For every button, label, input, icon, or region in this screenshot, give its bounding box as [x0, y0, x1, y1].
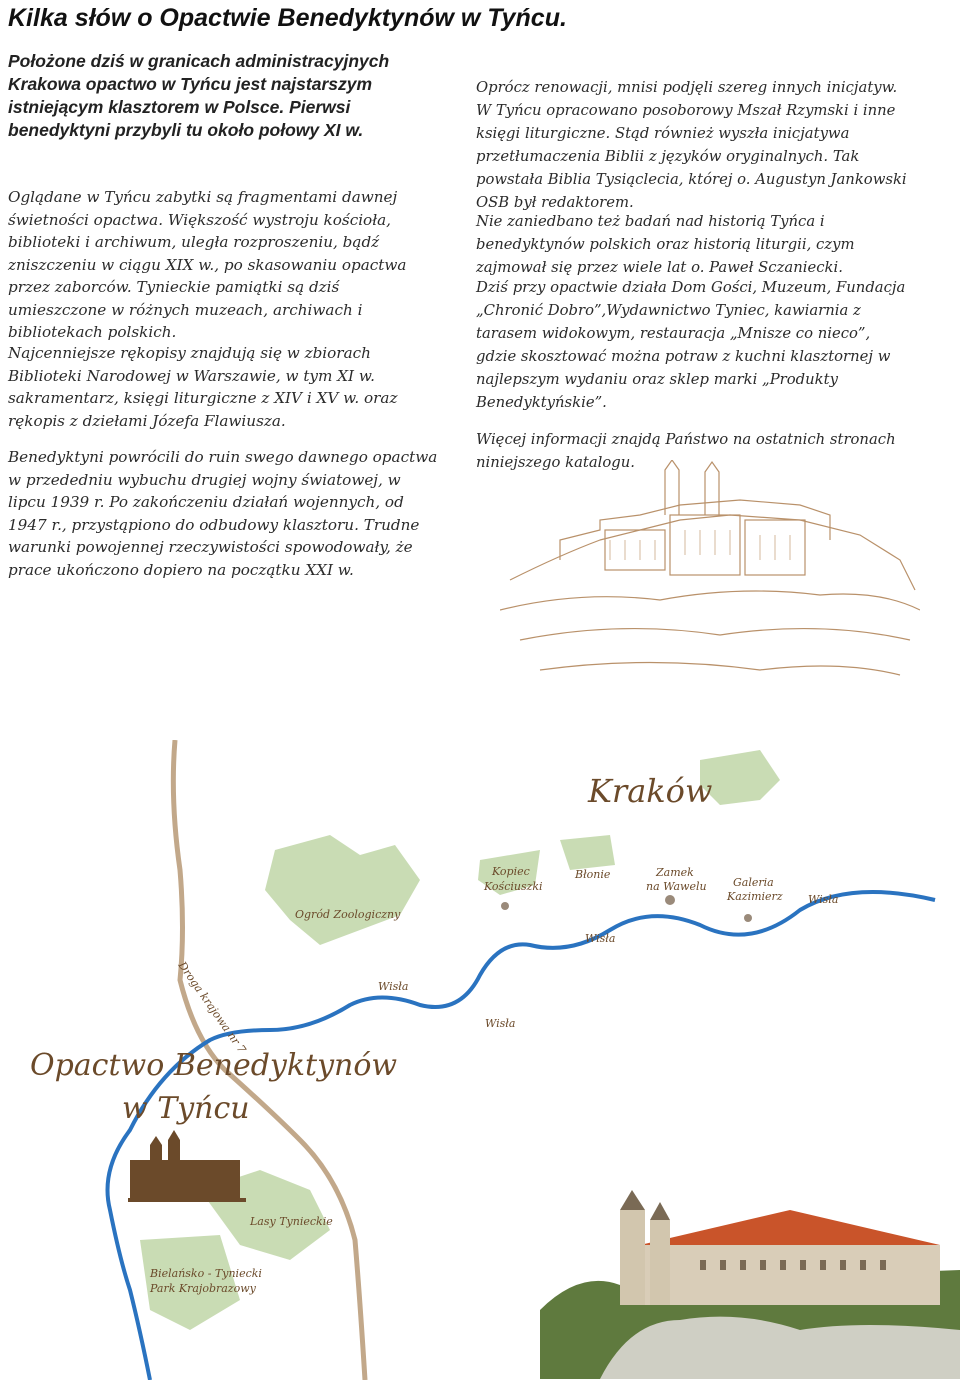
- galeria-marker: [744, 914, 752, 922]
- paragraph-return: Benedyktyni powrócili do ruin swego dawnego opactwa w przededniu wybuchu drugiej wojny światowej, w lipcu 1939 r. Po zakończeniu działań wojennych, od 1947 r., przystąpiono do odbudowy klasztoru. Trudne warunki powojennej rzeczywistości spowodowały, że prace ukończono dopiero na początku XXI w.: [8, 448, 438, 579]
- paragraph-manuscripts: Najcenniejsze rękopisy znajdują się w zbiorach Biblioteki Narodowej w Warszawie, w tym XI w. sakramentarz, księgi liturgiczne z XIV i XV w. oraz rękopis z dziełami Józefa Flawiusza.: [8, 344, 398, 430]
- zamek-label-2: na Wawelu: [646, 880, 707, 893]
- abbey-icon: [128, 1130, 246, 1202]
- park-label-1: Bielańsko - Tyniecki: [150, 1267, 262, 1280]
- park-label-2: Park Krajobrazowy: [150, 1282, 256, 1295]
- blonie-label: Błonie: [575, 868, 611, 881]
- galeria-label-1: Galeria: [733, 876, 774, 889]
- road-label: Droga krajowa nr 7: [175, 959, 249, 1056]
- forest-label: Lasy Tynieckie: [250, 1215, 333, 1228]
- abbey-sketch: [500, 460, 920, 710]
- zoo-area: [265, 835, 420, 945]
- wisla-label-4: Wisła: [485, 1017, 516, 1030]
- zoo-label: Ogród Zoologiczny: [295, 908, 401, 921]
- blonie-green-area: [560, 835, 615, 870]
- map-city-label: Kraków: [588, 772, 713, 810]
- kopiec-label-1: Kopiec: [492, 865, 530, 878]
- paragraph-research: Nie zaniedbano też badań nad historią Tyńca i benedyktynów polskich oraz historią liturgii, czym zajmował się przez wiele lat o. Paweł Sczaniecki.: [476, 213, 855, 276]
- page-title: Kilka słów o Opactwie Benedyktynów w Tyńcu.: [8, 4, 567, 32]
- galeria-label-2: Kazimierz: [727, 890, 783, 903]
- abbey-label-2: w Tyńcu: [122, 1091, 250, 1126]
- abbey-photo: [540, 1190, 960, 1379]
- wisla-label-1: Wisła: [808, 893, 839, 906]
- paragraph-more-info: Więcej informacji znajdą Państwo na ostatnich stronach niniejszego katalogu.: [476, 431, 896, 471]
- paragraph-today: Dziś przy opactwie działa Dom Gości, Muzeum, Fundacja „Chronić Dobro”,Wydawnictwo Tyniec, kawiarnia z tarasem widokowym, restauracja „Mnisze co nieco”, gdzie skosztować można potraw z kuchni klasztornej w najlepszym wydaniu oraz sklep marki „Produkty Benedyktyńskie”.: [476, 279, 906, 411]
- paragraph-initiatives: Oprócz renowacji, mnisi podjęli szereg innych inicjatyw. W Tyńcu opracowano posoborowy Mszał Rzymski i inne księgi liturgiczne. Stąd również wyszła inicjatywa przetłumaczenia Biblii z języków oryginalnych. Tak powstała Biblia Tysiąclecia, której o. Augustyn Jankowski OSB był redaktorem.: [476, 79, 907, 211]
- paragraph-monuments: Oglądane w Tyńcu zabytki są fragmentami dawnej świetności opactwa. Większość wystroju kościoła, biblioteki i archiwum, uległa rozproszeniu, bądź zniszczeniu w ciągu XIX w., po skasowaniu opactwa przez zaborców. Tynieckie pamiątki są dziś umieszczone w różnych muzeach, archiwach i bibliotekach polskich.: [8, 188, 407, 341]
- kopiec-label-2: Kościuszki: [484, 880, 543, 893]
- wisla-label-3: Wisła: [378, 980, 409, 993]
- zamek-marker: [665, 895, 675, 905]
- abbey-label-1: Opactwo Benedyktynów: [30, 1048, 398, 1083]
- zamek-label-1: Zamek: [656, 866, 694, 879]
- kopiec-marker: [501, 902, 509, 910]
- intro-paragraph: Położone dziś w granicach administracyjnych Krakowa opactwo w Tyńcu jest najstarszym istniejącym klasztorem w Polsce. Pierwsi benedyktyni przybyli tu około połowy XI w.: [8, 51, 390, 140]
- wisla-label-2: Wisła: [585, 932, 616, 945]
